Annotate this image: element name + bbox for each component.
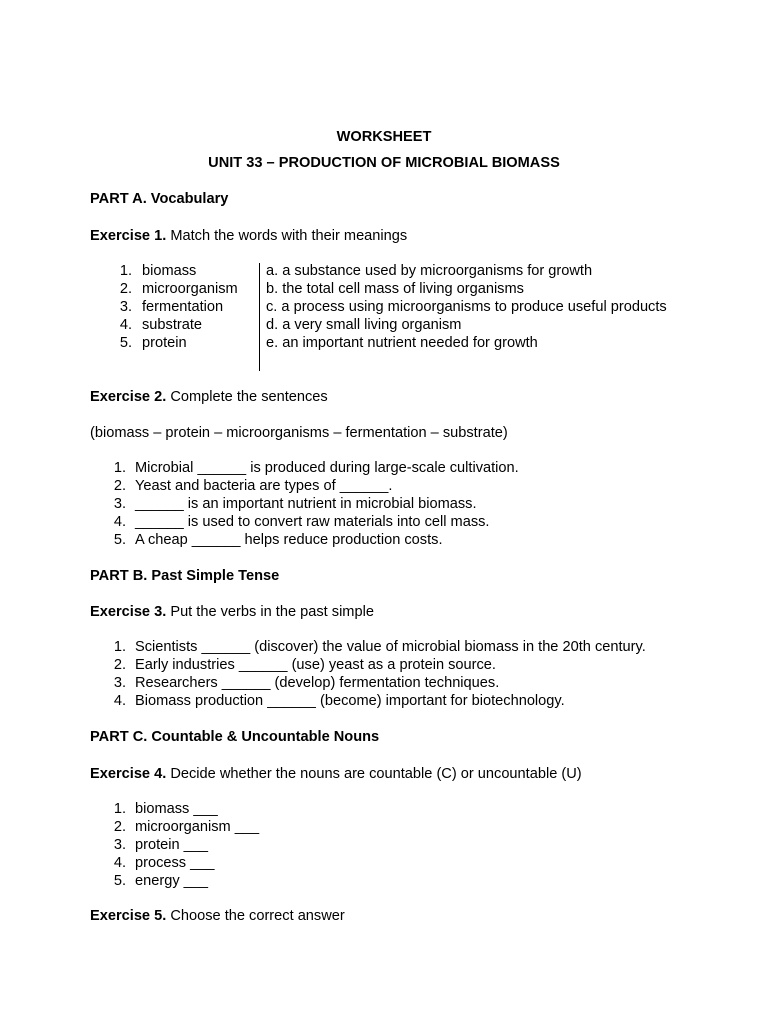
exercise-3-heading [90,603,374,621]
exercise-2-label: Exercise 2. [90,389,167,405]
exercise-2-heading [90,388,328,406]
meaning-item-d: d. a very small living organism [266,317,462,333]
exercise-5-heading [90,907,345,925]
exercise-1-label: Exercise 1. [90,228,167,244]
exercise-4-label: Exercise 4. [90,766,167,782]
exercise-3-label: Exercise 3. [90,604,167,620]
unit-subtitle: UNIT 33 – PRODUCTION OF MICROBIAL BIOMASS [208,155,560,171]
exercise-3-instruction: Put the verbs in the past simple [166,604,374,620]
part-a-heading: PART A. Vocabulary [90,191,229,207]
exercise-4-instruction: Decide whether the nouns are countable (C) or uncountable (U) [166,766,582,782]
column-divider [259,263,260,371]
word-bank: (biomass – protein – microorganisms – fermentation – substrate) [90,425,508,441]
meaning-item-c: c. a process using microorganisms to produce useful products [266,299,667,315]
part-c-heading: PART C. Countable & Uncountable Nouns [90,729,380,745]
meaning-item-b: b. the total cell mass of living organisms [266,281,524,297]
exercise-4-heading [90,765,582,783]
worksheet-title: WORKSHEET [336,129,432,145]
part-b-heading: PART B. Past Simple Tense [90,568,280,584]
exercise-5-label: Exercise 5. [90,908,167,924]
meaning-item-a: a. a substance used by microorganisms for growth [266,263,593,279]
exercise-1-heading [90,227,407,245]
exercise-5-instruction: Choose the correct answer [166,908,345,924]
worksheet-page: WORKSHEET UNIT 33 – PRODUCTION OF MICROBIAL BIOMASS PART A. Vocabulary Exercise 1. Match the words with their meanings 1. biomass 2. microorganism 3. fermentation 4. substrate 5. protein a. a substance used by microorganisms for growth b. the total cell mass of living organisms c. a process using microorganisms to produce useful products d. a very small living organism e. an important nutrient needed for growth Exercise 2. Complete the sentences (biomass – protein – microorganisms – fermentation – substrate) 1. Microbial ______ is produced during large-scale cultivation. 2. Yeast and bacteria are types of ______. 3. ______ is an important nutrient in microbial biomass. 4. ______ is used to convert raw materials into cell mass. 5. A cheap ______ helps reduce production costs. PART B. Past Simple Tense Exercise 3. Put the verbs in the past simple 1. Scientists ______ (discover) the value of microbial biomass in the 20th century. 2. Early industries ______ (use) yeast as a protein source. 3. Researchers ______ (develop) fermentation techniques. 4. Biomass production ______ (become) important for biotechnology. PART C. Countable & Uncountable Nouns Exercise 4. Decide whether the nouns are countable (C) or uncountable (U) 1. biomass ___ 2. microorganism ___ 3. protein ___ 4. process ___ 5. energy ___ Exercise 5. Choose the correct answer [0,0,768,1024]
exercise-2-instruction: Complete the sentences [166,389,328,405]
meaning-item-e: e. an important nutrient needed for growth [266,335,538,351]
exercise-1-instruction: Match the words with their meanings [166,228,408,244]
